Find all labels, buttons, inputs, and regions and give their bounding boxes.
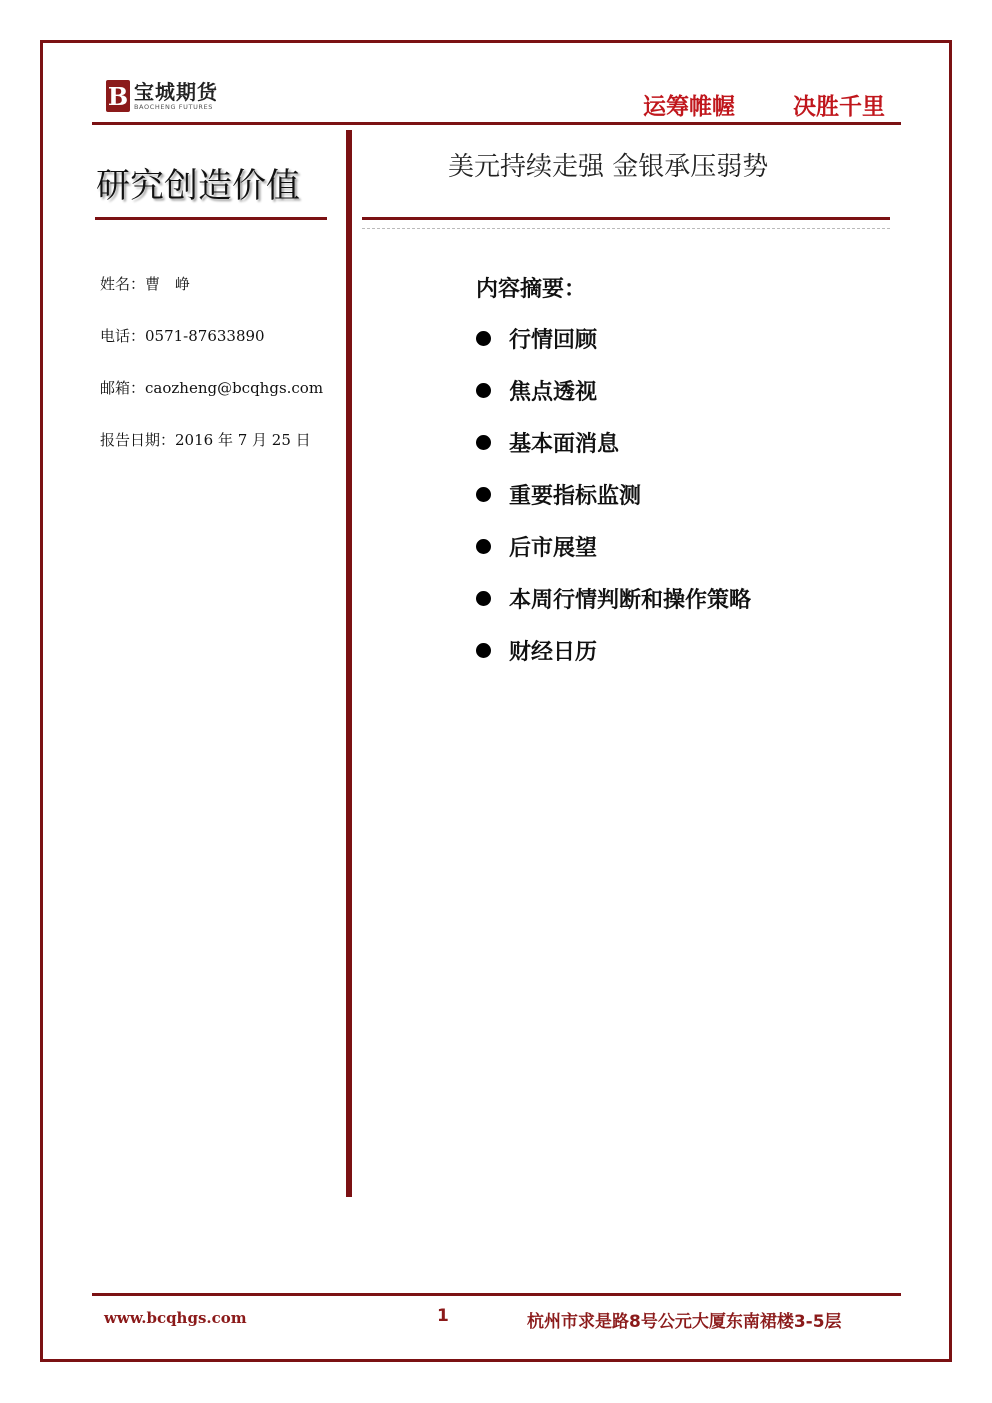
footer-website-link[interactable]: www.bcqhgs.com <box>104 1309 247 1327</box>
bullet-icon <box>476 487 491 502</box>
motto-underline <box>95 217 327 220</box>
summary-item <box>476 374 597 406</box>
title-underline <box>362 217 890 220</box>
footer-address: 杭州市求是路8号公元大厦东南裙楼3-5层 <box>527 1312 842 1332</box>
header-divider <box>92 122 901 125</box>
summary-item-label: 基本面消息 <box>509 431 620 457</box>
logo-name-cn: 宝城期货 <box>134 79 218 104</box>
footer-divider <box>92 1293 901 1296</box>
slogan-part-2: 决胜千里 <box>793 94 885 120</box>
summary-item-label: 财经日历 <box>509 639 598 665</box>
title-dashed-rule <box>362 228 890 229</box>
bullet-icon <box>476 383 491 398</box>
report-title: 美元持续走强 金银承压弱势 <box>448 152 769 182</box>
summary-item <box>476 634 597 666</box>
report-date: 报告日期：2016 年 7 月 25 日 <box>100 431 311 449</box>
column-divider <box>346 130 352 1197</box>
summary-item-label: 行情回顾 <box>509 327 598 353</box>
summary-item-label: 后市展望 <box>509 535 598 561</box>
summary-item <box>476 530 597 562</box>
motto: 研究创造价值 <box>96 166 300 206</box>
page-number: 1 <box>437 1306 449 1326</box>
author-phone: 电话：0571-87633890 <box>100 327 265 345</box>
bullet-icon <box>476 435 491 450</box>
bullet-icon <box>476 331 491 346</box>
summary-item <box>476 582 751 614</box>
summary-item-label: 本周行情判断和操作策略 <box>509 587 752 613</box>
summary-heading: 内容摘要： <box>476 277 587 302</box>
slogan-part-1: 运筹帷幄 <box>643 94 735 120</box>
summary-item <box>476 478 641 510</box>
summary-item-label: 重要指标监测 <box>509 483 642 509</box>
summary-item <box>476 426 619 458</box>
company-logo <box>106 78 218 114</box>
bullet-icon <box>476 643 491 658</box>
author-name: 姓名：曹 峥 <box>100 275 191 293</box>
page-border <box>40 40 952 1362</box>
logo-mark: B <box>107 81 129 111</box>
summary-item-label: 焦点透视 <box>509 379 598 405</box>
bullet-icon <box>476 591 491 606</box>
bullet-icon <box>476 539 491 554</box>
author-email: 邮箱：caozheng@bcqhgs.com <box>100 379 324 397</box>
logo-name-en: BAOCHENG FUTURES <box>134 102 213 111</box>
summary-item <box>476 322 597 354</box>
